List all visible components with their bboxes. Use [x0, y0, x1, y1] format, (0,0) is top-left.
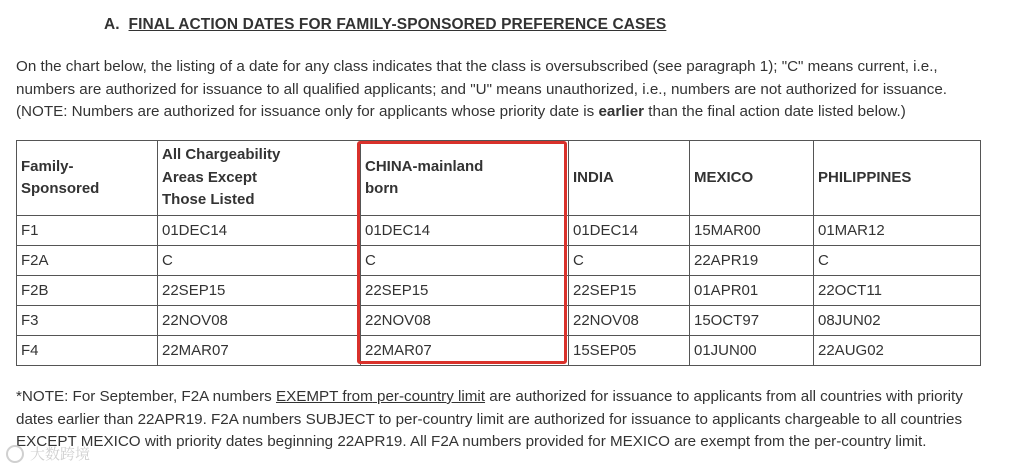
- watermark-text: 大数跨境: [30, 446, 91, 463]
- table-header-row: [17, 141, 981, 216]
- cell-class: F2B: [17, 276, 158, 306]
- header-line: Family-: [21, 157, 74, 175]
- cell-china: 22NOV08: [361, 306, 569, 336]
- cell-india: 01DEC14: [569, 216, 690, 246]
- cell-all-chargeability: 22MAR07: [158, 336, 361, 366]
- cell-all-chargeability: 22SEP15: [158, 276, 361, 306]
- intro-text-1: On the chart below, the listing of a date for any class indicates that the class is oversubscribed (see paragraph 1); "C" means current, i.e., numbers are authorized for issuance to all qualified applicants; and "U" means unauthorized, i.e., numbers are not authorized for issuance. (NOTE: Numbers are authorized for issuance only for applicants whose priority date is: [16, 58, 947, 120]
- header-line: PHILIPPINES: [818, 168, 912, 186]
- cell-class: F4: [17, 336, 158, 366]
- final-action-dates-table: [16, 140, 981, 366]
- header-line: MEXICO: [694, 168, 754, 186]
- cell-class: F2A: [17, 246, 158, 276]
- header-all-chargeability: [158, 141, 361, 216]
- heading-prefix: A.: [104, 16, 120, 33]
- cell-mexico: 15OCT97: [690, 306, 814, 336]
- intro-paragraph: [16, 56, 991, 124]
- table-row: [17, 276, 981, 306]
- exempt-link[interactable]: EXEMPT from per-country limit: [275, 388, 486, 405]
- table-row: [17, 306, 981, 336]
- intro-text-2: than the final action date listed below.): [644, 103, 906, 120]
- cell-india: 22NOV08: [569, 306, 690, 336]
- cell-philippines: 01MAR12: [814, 216, 981, 246]
- table-row: [17, 246, 981, 276]
- cell-all-chargeability: 22NOV08: [158, 306, 361, 336]
- note-text-1: *NOTE: For September, F2A numbers: [16, 388, 276, 405]
- header-line: Those Listed: [162, 191, 255, 209]
- table-row: [17, 336, 981, 366]
- header-family-sponsored: [17, 141, 158, 216]
- header-line: Areas Except: [162, 168, 258, 186]
- header-china-mainland: [361, 141, 569, 216]
- table-row: [17, 216, 981, 246]
- header-india: [569, 141, 690, 216]
- note-text-2: are authorized for issuance to applicants from all countries with priority dates earlier than 22APR19. F2A numbers SUBJECT to per-country limit are authorized for issuance to applicants chargeable to all countries EXCEPT MEXICO with priority dates beginning 22APR19. All F2A numbers provided for MEXICO are exempt from the per-country limit.: [16, 388, 963, 450]
- cell-india: 22SEP15: [569, 276, 690, 306]
- cell-all-chargeability: 01DEC14: [158, 216, 361, 246]
- header-line: All Chargeability: [162, 146, 281, 164]
- heading-title: FINAL ACTION DATES FOR FAMILY-SPONSORED PREFERENCE CASES: [128, 16, 667, 33]
- cell-china: C: [361, 246, 569, 276]
- header-mexico: [690, 141, 814, 216]
- cell-philippines: C: [814, 246, 981, 276]
- cell-all-chargeability: C: [158, 246, 361, 276]
- cell-mexico: 01JUN00: [690, 336, 814, 366]
- cell-india: 15SEP05: [569, 336, 690, 366]
- watermark: [6, 443, 90, 464]
- header-line: INDIA: [573, 168, 614, 186]
- cell-china: 01DEC14: [361, 216, 569, 246]
- cell-class: F3: [17, 306, 158, 336]
- cell-china: 22SEP15: [361, 276, 569, 306]
- cell-philippines: 08JUN02: [814, 306, 981, 336]
- cell-philippines: 22AUG02: [814, 336, 981, 366]
- header-philippines: [814, 141, 981, 216]
- cell-mexico: 15MAR00: [690, 216, 814, 246]
- header-line: CHINA-mainland: [365, 157, 484, 175]
- cell-class: F1: [17, 216, 158, 246]
- watermark-logo-icon: [6, 445, 24, 463]
- header-line: born: [365, 180, 399, 197]
- cell-china: 22MAR07: [361, 336, 569, 366]
- cell-philippines: 22OCT11: [814, 276, 981, 306]
- section-heading: [104, 16, 666, 34]
- cell-mexico: 22APR19: [690, 246, 814, 276]
- cell-mexico: 01APR01: [690, 276, 814, 306]
- intro-bold-earlier: earlier: [598, 103, 645, 120]
- footnote: [16, 386, 991, 454]
- header-line: Sponsored: [21, 180, 100, 197]
- cell-india: C: [569, 246, 690, 276]
